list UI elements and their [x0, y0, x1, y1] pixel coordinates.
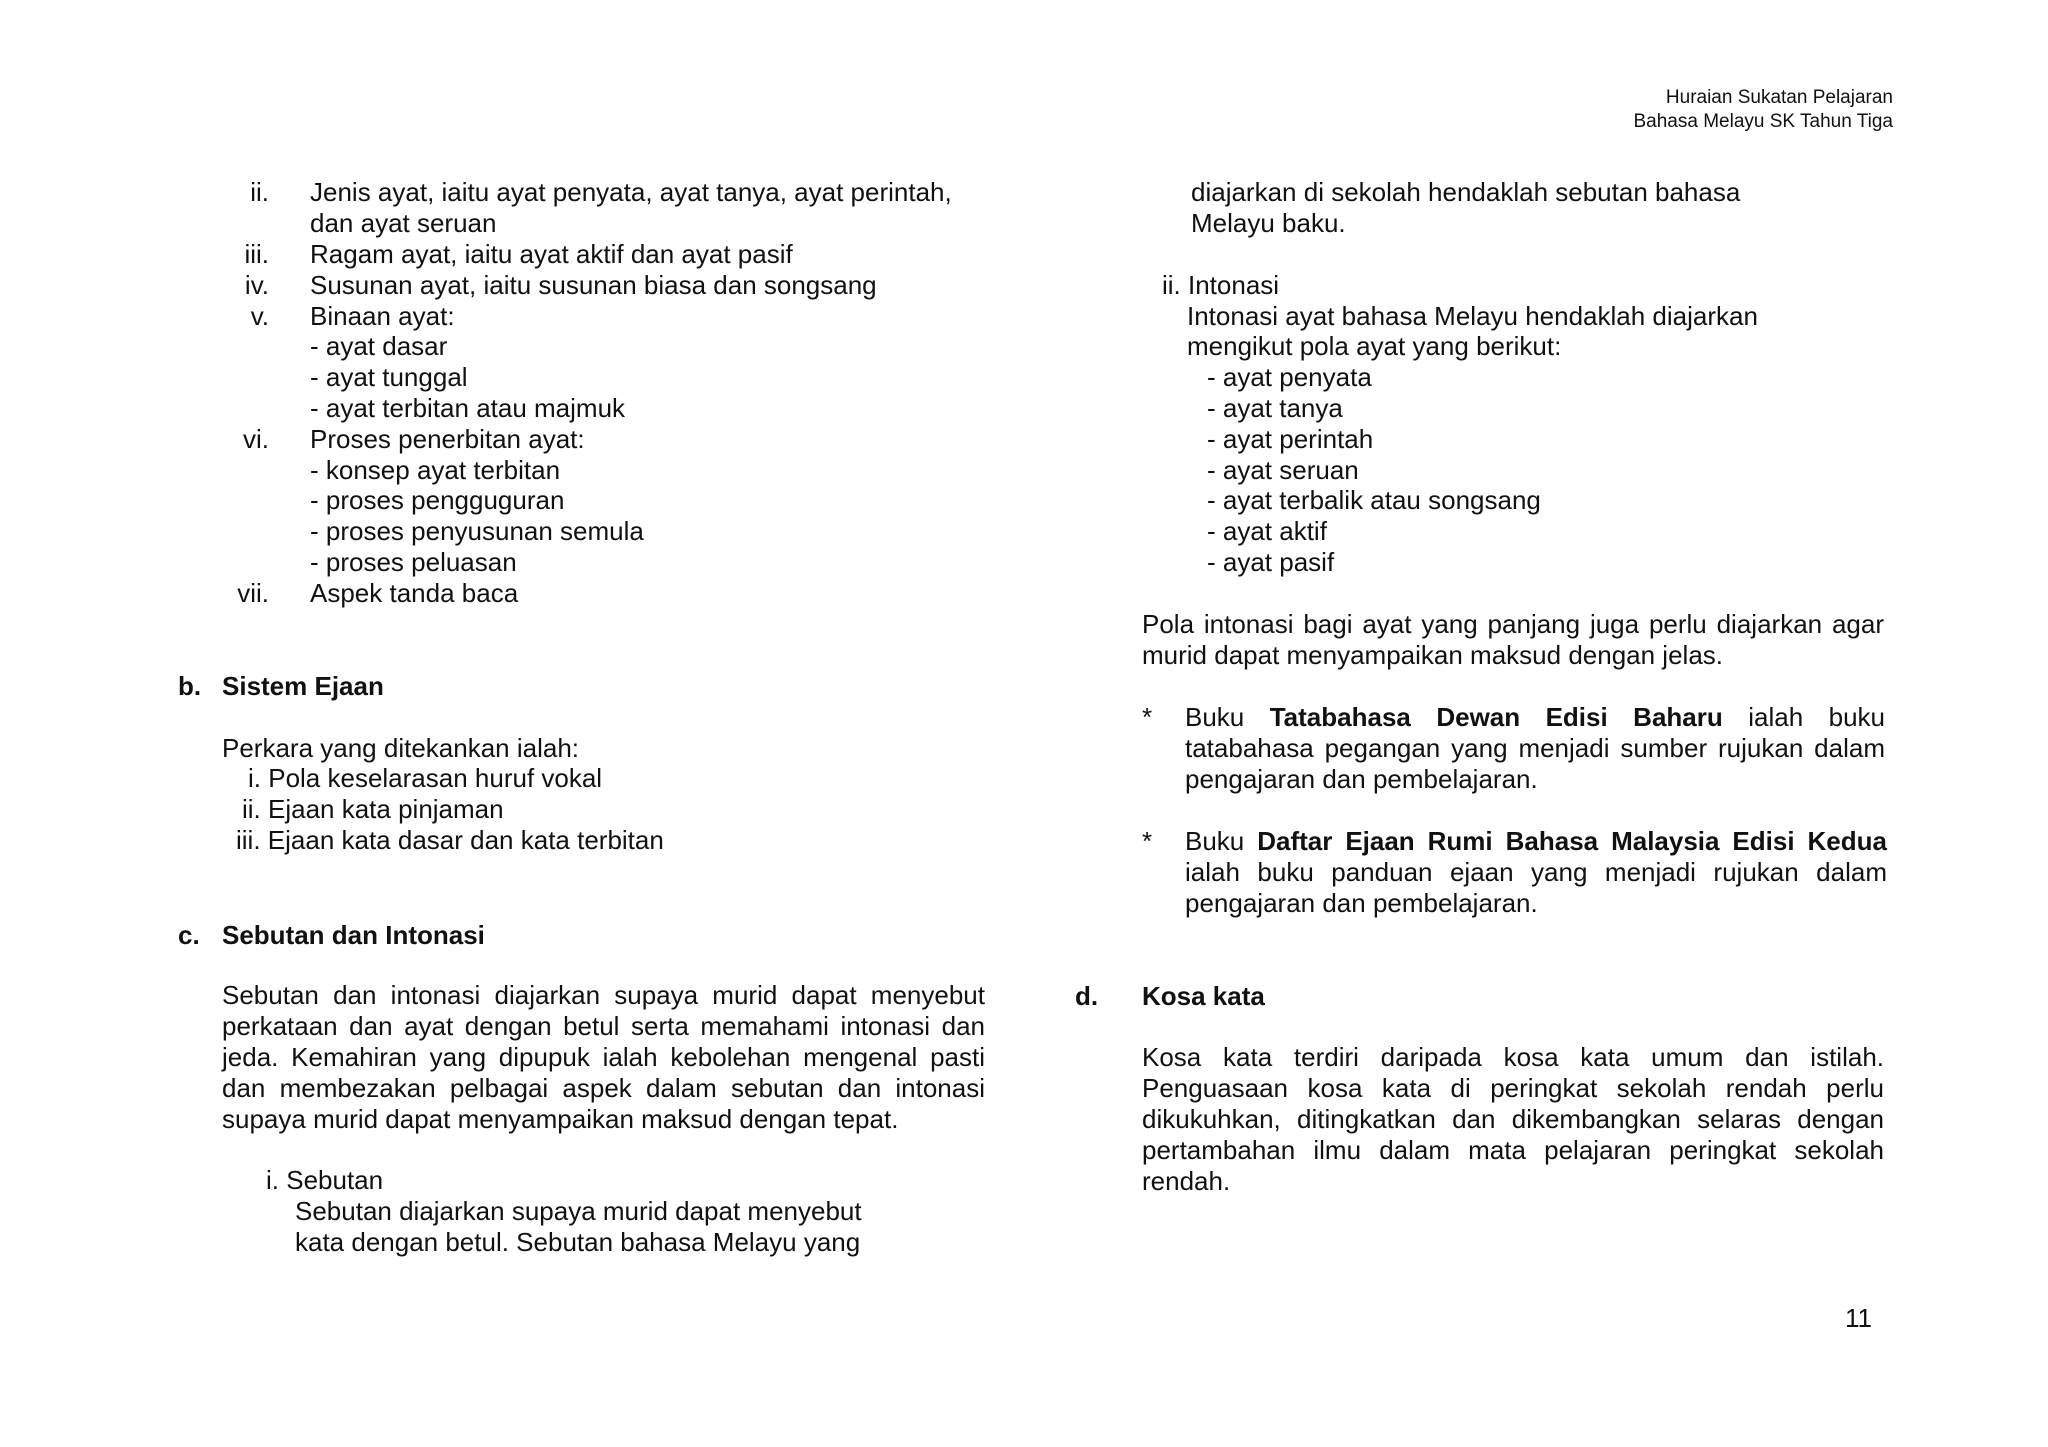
sub-list-item: - ayat tunggal — [310, 362, 468, 392]
section-title: Sistem Ejaan — [222, 671, 384, 701]
running-header — [1634, 86, 1894, 134]
list-number: iii. — [244, 239, 269, 269]
section-paragraph: Sebutan dan intonasi diajarkan supaya murid dapat menyebut perkataan dan ayat dengan betul serta memahami intonasi dan jeda. Kemahiran yang dipupuk ialah kebolehan mengenal pasti dan membezakan pelbagai aspek dalam sebutan dan intonasi supaya murid dapat menyampaikan maksud dengan tepat. — [222, 980, 985, 1134]
sub-list-item: - ayat terbitan atau majmuk — [310, 393, 626, 423]
intonation-list-item: - ayat perintah — [1207, 424, 1374, 454]
section-intro: Perkara yang ditekankan ialah: — [222, 733, 580, 763]
list-number: iv. — [244, 270, 269, 300]
paragraph-line: mengikut pola ayat yang berikut: — [1187, 331, 1562, 361]
section-paragraph: Kosa kata terdiri daripada kosa kata umum dan istilah. Penguasaan kosa kata di peringkat sekolah rendah perlu dikukuhkan, ditingkatkan dan dikembangkan selaras dengan pertambahan ilmu dalam mata pelajaran peringkat sekolah rendah. — [1142, 1042, 1884, 1196]
note-text: ialah buku tatabahasa pegangan yang menjadi sumber rujukan dalam pengajaran dan pembelajaran. — [1185, 702, 1885, 794]
list-item-text: dan ayat seruan — [310, 208, 497, 238]
list-item-text: Susunan ayat, iaitu susunan biasa dan songsang — [310, 270, 877, 300]
note-tatabahasa — [1185, 702, 1885, 795]
paragraph-line: Sebutan diajarkan supaya murid dapat menyebut — [295, 1196, 862, 1226]
section-label: c. — [178, 920, 200, 950]
page-number-text: 11 — [1845, 1303, 1872, 1333]
intonation-list-item: - ayat penyata — [1207, 362, 1372, 392]
header-line-2: Bahasa Melayu SK Tahun Tiga — [1633, 111, 1893, 132]
intonation-list-item: - ayat seruan — [1207, 455, 1359, 485]
list-item: i. Pola keselarasan huruf vokal — [248, 763, 603, 793]
book-title: Tatabahasa Dewan Edisi Baharu — [1269, 702, 1723, 732]
sub-heading: i. Sebutan — [266, 1165, 384, 1195]
list-item-text: Jenis ayat, iaitu ayat penyata, ayat tanya, ayat perintah, — [310, 177, 952, 207]
sub-list-item: - ayat dasar — [310, 331, 448, 361]
paragraph-line: Intonasi ayat bahasa Melayu hendaklah diajarkan — [1187, 301, 1758, 331]
section-title: Sebutan dan Intonasi — [222, 920, 485, 950]
section-label: b. — [178, 671, 202, 701]
list-number: v. — [250, 301, 269, 331]
note-text: Buku — [1185, 826, 1258, 856]
list-item-text: Ragam ayat, iaitu ayat aktif dan ayat pasif — [310, 239, 793, 269]
intonation-list-item: - ayat terbalik atau songsang — [1207, 485, 1541, 515]
list-number: ii. — [250, 177, 269, 207]
list-item-text: Aspek tanda baca — [310, 578, 519, 608]
section-label: d. — [1075, 981, 1099, 1011]
note-daftar-ejaan — [1185, 826, 1887, 919]
intonation-paragraph: Pola intonasi bagi ayat yang panjang juga perlu diajarkan agar murid dapat menyampaikan maksud dengan jelas. — [1142, 609, 1884, 670]
paragraph-line: diajarkan di sekolah hendaklah sebutan bahasa — [1191, 177, 1741, 207]
section-title: Kosa kata — [1142, 981, 1265, 1011]
list-item: ii. Ejaan kata pinjaman — [242, 794, 504, 824]
note-text: ialah buku panduan ejaan yang menjadi rujukan dalam pengajaran dan pembelajaran. — [1185, 857, 1887, 918]
note-asterisk: * — [1142, 826, 1153, 856]
list-number: vii. — [237, 578, 269, 608]
paragraph-line: kata dengan betul. Sebutan bahasa Melayu yang — [295, 1227, 861, 1257]
list-item: iii. Ejaan kata dasar dan kata terbitan — [236, 825, 664, 855]
intonation-list-item: - ayat tanya — [1207, 393, 1343, 423]
sub-list-item: - proses penyusunan semula — [310, 516, 644, 546]
intonation-list-item: - ayat pasif — [1207, 547, 1335, 577]
sub-list-item: - konsep ayat terbitan — [310, 455, 561, 485]
sub-list-item: - proses peluasan — [310, 547, 517, 577]
paragraph-line: Melayu baku. — [1191, 208, 1346, 238]
note-asterisk: * — [1142, 702, 1153, 732]
book-title: Daftar Ejaan Rumi Bahasa Malaysia Edisi Kedua — [1257, 826, 1887, 856]
intonation-list-item: - ayat aktif — [1207, 516, 1327, 546]
list-item-text: Binaan ayat: — [310, 301, 455, 331]
list-item-text: Proses penerbitan ayat: — [310, 424, 585, 454]
note-text: Buku — [1185, 702, 1270, 732]
list-number: vi. — [243, 424, 269, 454]
sub-heading: ii. Intonasi — [1162, 270, 1280, 300]
header-line-1: Huraian Sukatan Pelajaran — [1665, 87, 1893, 108]
sub-list-item: - proses pengguguran — [310, 485, 565, 515]
